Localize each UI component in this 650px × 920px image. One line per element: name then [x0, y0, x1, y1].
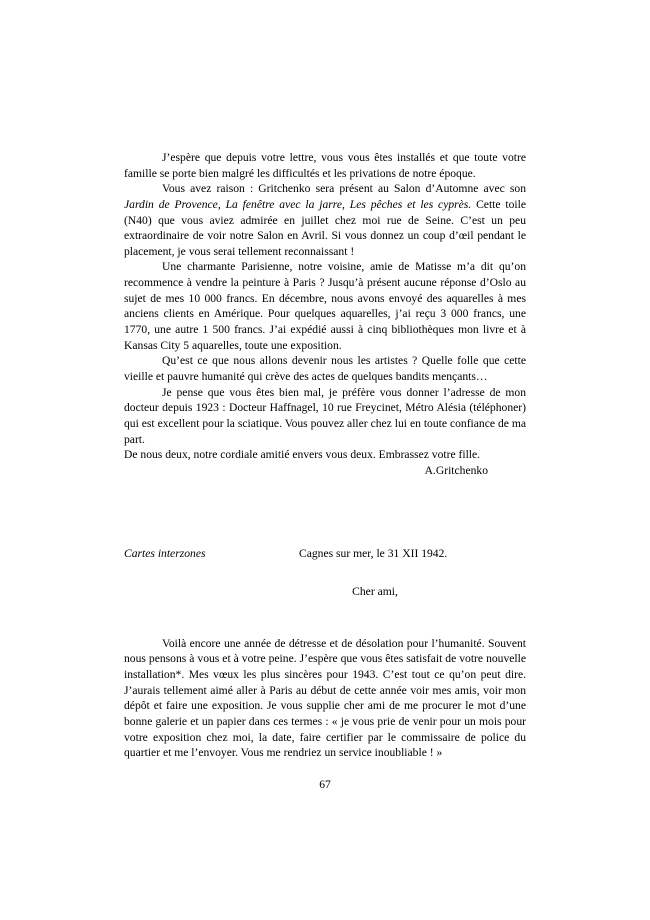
body-spacer — [124, 600, 526, 622]
body-spacer-extra — [124, 622, 526, 636]
closing-line: De nous deux, notre cordiale amitié envers vous deux. Embrassez votre fille. — [124, 448, 481, 462]
text-column — [124, 150, 526, 761]
section-spacer — [124, 478, 526, 546]
letter-header — [124, 546, 526, 562]
letter-type-label: Cartes interzones — [124, 547, 206, 561]
paragraph: J’espère que depuis votre lettre, vous vous êtes installés et que toute votre famille se porte bien malgré les difficultés et les privations de notre époque. — [124, 151, 526, 180]
page-number: 67 — [319, 778, 331, 791]
letter-place-date: Cagnes sur mer, le 31 XII 1942. — [299, 547, 448, 561]
paragraph-part-after: Cette toile (N40) que vous aviez admirée en juillet chez moi rue de Seine. C’est un peu extraordinaire de voir notre Salon en Avril. Si vous donnez un coup d’œil pendant le placement, je vous serai tellement reconnaissant ! — [124, 197, 526, 258]
paragraph-with-titles — [124, 181, 526, 259]
paragraph: Je pense que vous êtes bien mal, je préfère vous donner l’adresse de mon docteur depuis 1923 : Docteur Haffnagel, 10 rue Freycinet, Métro Alésia (téléphoner) qui est excellent pour la sciatique. Vous pouvez aller chez lui en toute confiance de ma part. — [124, 385, 526, 446]
paragraph-part-before: Vous avez raison : Gritchenko sera présent au Salon d’Automne avec son — [162, 182, 526, 196]
salutation-spacer — [124, 562, 526, 584]
paragraph: Voilà encore une année de détresse et de désolation pour l’humanité. Souvent nous pensons à vous et à votre peine. J’espère que vous êtes satisfait de votre nouvelle installation*. Mes vœux les plus sincères pour 1943. C’est tout ce qu’on peut dire. J’aurais tellement aimé aller à Paris au début de cette année voir mes amis, voir mon dépôt et faire une exposition. Je vous supplie cher ami de me procurer le mot d’une bonne galerie et un papier dans ces termes : « je vous prie de venir pour un mois pour votre exposition chez moi, la date, faire certifier par le commissaire de police du quartier et me l’envoyer. Vous me rendriez un service inoubliable ! » — [124, 636, 526, 760]
paragraph: Une charmante Parisienne, notre voisine, amie de Matisse m’a dit qu’on recommence à vendre la peinture à Paris ? Jusqu’à présent aucune réponse d’Oslo au sujet de mes 10 000 francs. En décembre, nous avons envoyé des aquarelles à mes anciens clients en Amérique. Pour quelques aquarelles, j’ai reçu 3 000 francs, une 1770, une autre 1 500 francs. J’ai expédié aussi à cinq bibliothèques mon livre et à Kansas City 5 aquarelles, toute une exposition. — [124, 260, 526, 352]
salutation: Cher ami, — [352, 585, 398, 599]
paragraph: Qu’est ce que nous allons devenir nous les artistes ? Quelle folle que cette vieille et pauvre humanité qui crève des actes de quelques bandits mençants… — [124, 354, 526, 383]
signature: A.Gritchenko — [424, 463, 488, 477]
artwork-titles: Jardin de Provence, La fenêtre avec la jarre, Les pêches et les cyprès. — [124, 197, 472, 211]
